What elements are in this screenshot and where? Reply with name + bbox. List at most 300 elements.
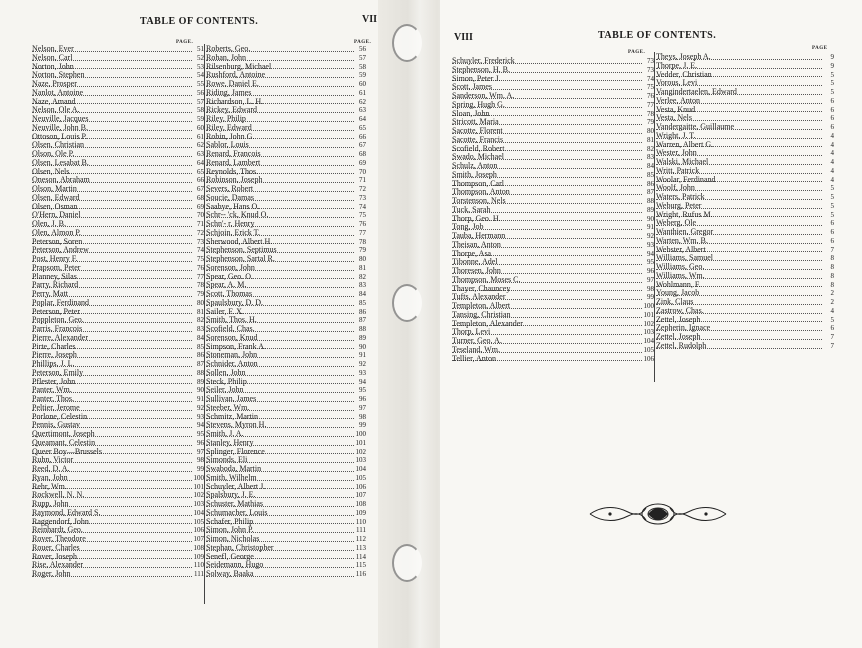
entry-name: Pierre, Joseph [32, 351, 77, 360]
entry-name: Walski, Michael [656, 158, 709, 166]
entry-page-number: 97 [197, 447, 204, 456]
toc-entry [452, 258, 654, 267]
toc-entry [656, 237, 834, 246]
entry-page-number: 69 [197, 202, 204, 211]
toc-entry [32, 299, 204, 308]
entry-page-number: 99 [647, 293, 654, 302]
entry-name: Thompson, Moses C. [452, 275, 521, 284]
entry-page-number: 85 [359, 298, 366, 307]
toc-entry [206, 106, 366, 115]
toc-entry [206, 369, 366, 378]
entry-name: Porlone, Celestin [32, 412, 88, 421]
entry-name: Theys, Joseph A. [656, 53, 711, 61]
entry-page-number: 66 [197, 176, 204, 185]
toc-entry [206, 71, 366, 80]
entry-name: Spear, A. M. [206, 281, 247, 290]
entry-name: Rickey, Edward [206, 106, 258, 115]
toc-entry [32, 238, 204, 247]
toc-entry [206, 115, 366, 124]
toc-entry [32, 386, 204, 395]
entry-page-number: 104 [193, 508, 204, 517]
toc-entry [452, 346, 654, 355]
toc-entry [452, 285, 654, 294]
entry-name: Simpson, Frank A. [206, 342, 267, 351]
toc-entry [206, 413, 366, 422]
toc-entry [656, 176, 834, 185]
entry-name: Sollen, John [206, 368, 246, 377]
entry-page-number: 95 [197, 430, 204, 438]
right-page-title: TABLE OF CONTENTS. [598, 30, 717, 41]
entry-name: Thayer, Chauncey [452, 284, 511, 293]
toc-entry [32, 570, 204, 579]
right-column-divider [654, 52, 655, 382]
entry-page-number: 100 [643, 302, 654, 310]
entry-page-number: 62 [359, 97, 366, 106]
entry-page-number: 90 [359, 342, 366, 351]
toc-entry [656, 281, 834, 290]
right-col2-page-header: PAGE [812, 46, 828, 51]
toc-entry [32, 421, 204, 430]
toc-entry [206, 229, 366, 238]
toc-entry [206, 159, 366, 168]
toc-entry [206, 63, 366, 72]
entry-page-number: 95 [359, 386, 366, 395]
entry-name: Tuck, Sarah [452, 205, 491, 214]
entry-page-number: 101 [355, 438, 366, 447]
entry-page-number: 90 [647, 214, 654, 223]
entry-page-number: 99 [197, 465, 204, 473]
entry-page-number: 96 [647, 267, 654, 275]
toc-entry [32, 526, 204, 535]
toc-entry [206, 518, 366, 527]
toc-entry [206, 465, 366, 474]
entry-page-number: 105 [355, 473, 366, 482]
toc-entry [32, 71, 204, 80]
entry-page-number: 2 [830, 298, 834, 306]
entry-name: Renard, Francois [206, 150, 261, 158]
toc-entry [32, 343, 204, 352]
entry-name: Parry, Richard [32, 281, 79, 290]
entry-name: Williams, Samuel [656, 254, 714, 263]
entry-page-number: 113 [355, 543, 366, 552]
entry-page-number: 78 [647, 109, 654, 118]
toc-entry [452, 145, 654, 154]
entry-page-number: 91 [359, 351, 366, 360]
entry-name: Saabye, Hans O. [206, 202, 260, 211]
entry-page-number: 106 [643, 354, 654, 363]
entry-page-number: 61 [197, 132, 204, 141]
entry-name: Zettel, Joseph [656, 315, 701, 324]
entry-name: Scofield, Chas. [206, 325, 255, 333]
toc-entry [656, 71, 834, 80]
entry-name: Senefl, George [206, 552, 254, 561]
entry-page-number: 58 [197, 106, 204, 115]
right-column-2 [656, 53, 834, 351]
entry-page-number: 56 [197, 88, 204, 97]
entry-name: Vesta, Nels [656, 114, 692, 123]
entry-page-number: 89 [647, 205, 654, 214]
entry-page-number: 7 [830, 245, 834, 254]
entry-name: Reinhardt, Geo. [32, 526, 83, 535]
entry-name: Smith, Wilhelm [206, 473, 257, 482]
toc-entry [32, 474, 204, 483]
toc-entry [32, 194, 204, 203]
toc-entry [656, 123, 834, 132]
toc-entry [206, 386, 366, 395]
entry-name: Thorp, Levi [452, 328, 491, 337]
entry-name: Thoresen, John [452, 267, 501, 275]
entry-name: Schumacher, Louis [206, 508, 268, 517]
entry-page-number: 83 [197, 325, 204, 333]
entry-page-number: 75 [197, 255, 204, 263]
entry-page-number: 6 [830, 228, 834, 236]
toc-entry [32, 535, 204, 544]
entry-page-number: 78 [359, 237, 366, 246]
entry-name: Panter, Thos. [32, 395, 74, 403]
entry-name: Smith, J. A. [206, 430, 244, 438]
entry-page-number: 92 [197, 403, 204, 412]
entry-name: Perry, Matt [32, 290, 68, 298]
entry-page-number: 8 [830, 254, 834, 263]
entry-name: Tellier, Anton [452, 354, 496, 363]
entry-page-number: 79 [647, 118, 654, 127]
toc-entry [656, 62, 834, 71]
toc-entry [206, 544, 366, 553]
entry-name: O'Hern, Daniel [32, 211, 81, 220]
entry-page-number: 109 [355, 508, 366, 517]
entry-page-number: 98 [359, 412, 366, 421]
entry-name: Tauba, Hermann [452, 232, 506, 240]
entry-name: Olen, Almon P. [32, 228, 81, 237]
entry-name: Raymond, Edward S. [32, 508, 101, 517]
entry-name: Rockwell, N. N. [32, 491, 85, 500]
entry-page-number: 100 [193, 473, 204, 482]
entry-name: Rupp, John [32, 500, 69, 508]
entry-page-number: 103 [193, 500, 204, 508]
entry-page-number: 5 [830, 184, 834, 193]
toc-entry [32, 413, 204, 422]
entry-name: Zettel, Joseph [656, 333, 701, 341]
entry-page-number: 76 [197, 263, 204, 272]
entry-name: Scofield, Robert [452, 144, 505, 153]
entry-name: Solway, Baaka [206, 570, 254, 578]
entry-page-number: 103 [355, 456, 366, 465]
entry-page-number: 65 [197, 167, 204, 176]
entry-page-number: 106 [355, 482, 366, 491]
toc-entry [32, 351, 204, 360]
entry-page-number: 109 [193, 552, 204, 561]
entry-name: Templeton, Albert [452, 302, 511, 310]
entry-page-number: 87 [197, 360, 204, 368]
entry-name: Zettel, Rudolph [656, 341, 707, 350]
toc-entry [206, 89, 366, 98]
entry-name: Sablor, Louis [206, 141, 249, 150]
entry-page-number: 63 [197, 150, 204, 158]
entry-name: Simon, John P. [206, 526, 254, 535]
toc-entry [656, 246, 834, 255]
entry-page-number: 58 [359, 62, 366, 71]
entry-name: Schuster, Mathias [206, 500, 264, 508]
toc-entry [206, 98, 366, 107]
toc-entry [452, 337, 654, 346]
binder-hole-left-top [392, 24, 422, 62]
entry-page-number: 102 [193, 491, 204, 500]
entry-page-number: 86 [647, 179, 654, 188]
entry-name: Rehr, Wm. [32, 482, 67, 491]
entry-page-number: 89 [197, 377, 204, 386]
toc-entry [206, 395, 366, 404]
entry-page-number: 67 [359, 141, 366, 150]
toc-entry [452, 92, 654, 101]
entry-page-number: 4 [830, 175, 834, 184]
entry-page-number: 68 [359, 150, 366, 158]
entry-page-number: 81 [359, 263, 366, 272]
entry-name: Prapsom, Peter [32, 263, 81, 272]
toc-entry [656, 114, 834, 123]
left-page-number: VII [362, 14, 378, 25]
entry-page-number: 67 [197, 185, 204, 193]
toc-entry [32, 465, 204, 474]
toc-entry [206, 185, 366, 194]
entry-name: Oneson, Abraham [32, 176, 90, 185]
entry-page-number: 106 [193, 526, 204, 535]
toc-entry [206, 448, 366, 457]
entry-name: Thompson, Anton [452, 188, 510, 197]
toc-entry [32, 63, 204, 72]
toc-entry [32, 106, 204, 115]
toc-entry [206, 290, 366, 299]
entry-name: Swaboda, Martin [206, 465, 262, 473]
left-column-divider [204, 44, 205, 604]
entry-name: Zink, Claus [656, 298, 694, 306]
entry-name: Rohan, John [206, 53, 246, 62]
toc-entry [32, 491, 204, 500]
entry-page-number: 88 [647, 197, 654, 205]
entry-page-number: 100 [355, 430, 366, 438]
toc-entry [32, 80, 204, 89]
left-column-1 [32, 45, 204, 579]
entry-page-number: 96 [359, 395, 366, 403]
entry-page-number: 76 [359, 220, 366, 228]
entry-name: Neuville, Jacques [32, 115, 89, 123]
toc-entry [452, 153, 654, 162]
entry-page-number: 60 [359, 80, 366, 88]
entry-name: Stoneman, John [206, 351, 258, 360]
entry-page-number: 77 [647, 100, 654, 109]
toc-entry [656, 219, 834, 228]
entry-page-number: 79 [359, 246, 366, 255]
entry-name: Thorp, Geo. H. [452, 214, 501, 223]
entry-page-number: 8 [830, 271, 834, 280]
entry-page-number: 93 [197, 412, 204, 421]
toc-entry [452, 267, 654, 276]
entry-page-number: 112 [355, 535, 366, 543]
entry-name: Naze, Prosper [32, 80, 77, 88]
entry-page-number: 74 [647, 74, 654, 83]
entry-page-number: 97 [359, 403, 366, 412]
toc-entry [206, 439, 366, 448]
entry-name: Wanthien, Gregor [656, 228, 714, 236]
toc-entry [452, 328, 654, 337]
toc-entry [32, 141, 204, 150]
toc-entry [656, 88, 834, 97]
entry-name: Olsen, Nels [32, 167, 70, 176]
entry-page-number: 75 [647, 83, 654, 92]
toc-entry [452, 127, 654, 136]
entry-page-number: 77 [197, 272, 204, 281]
toc-entry [32, 439, 204, 448]
entry-page-number: 6 [830, 324, 834, 333]
entry-page-number: 111 [356, 526, 366, 535]
entry-page-number: 107 [193, 535, 204, 543]
toc-entry [32, 89, 204, 98]
toc-entry [206, 351, 366, 360]
entry-page-number: 115 [355, 561, 366, 570]
entry-name: Schnider, Anton [206, 360, 258, 368]
toc-entry [32, 369, 204, 378]
toc-entry [32, 203, 204, 212]
toc-entry [452, 215, 654, 224]
toc-entry [32, 448, 204, 457]
entry-name: Peltier, Jerome [32, 403, 80, 412]
entry-page-number: 84 [647, 162, 654, 170]
entry-name: Stephenson, Septimus [206, 246, 277, 255]
entry-name: Nelson, Ever [32, 45, 74, 53]
entry-page-number: 85 [197, 342, 204, 351]
entry-page-number: 59 [197, 115, 204, 123]
entry-name: Queer Boy—Brussels [32, 447, 102, 456]
entry-page-number: 6 [830, 123, 834, 131]
entry-name: Woolf, John [656, 184, 695, 193]
entry-name: Raggendorf, John [32, 517, 89, 526]
toc-entry [32, 220, 204, 229]
toc-entry [206, 194, 366, 203]
entry-name: Peterson, Andrew [32, 246, 89, 255]
toc-entry [452, 355, 654, 364]
entry-page-number: 5 [830, 193, 834, 201]
toc-entry [32, 316, 204, 325]
entry-name: Queamant, Celestin [32, 438, 96, 447]
entry-page-number: 98 [197, 456, 204, 465]
entry-page-number: 81 [197, 307, 204, 316]
entry-page-number: 55 [197, 80, 204, 88]
toc-entry [206, 203, 366, 212]
toc-entry [206, 491, 366, 500]
toc-entry [206, 281, 366, 290]
entry-name: Sorenson, Knud [206, 333, 258, 342]
entry-name: Olsen, Edward [32, 193, 80, 202]
toc-entry [206, 553, 366, 562]
entry-name: Renard, Lambert [206, 158, 261, 167]
entry-name: Thorpe, J. E. [656, 61, 698, 70]
entry-page-number: 8 [830, 263, 834, 271]
toc-entry [32, 176, 204, 185]
entry-name: Turner, Geo. A. [452, 337, 502, 345]
entry-page-number: 73 [647, 65, 654, 74]
entry-page-number: 8 [830, 280, 834, 289]
entry-name: Sanderson, Wm. A. [452, 92, 515, 100]
toc-entry [452, 250, 654, 259]
toc-entry [452, 101, 654, 110]
toc-entry [452, 206, 654, 215]
toc-entry [32, 273, 204, 282]
entry-page-number: 68 [197, 193, 204, 202]
entry-page-number: 105 [193, 517, 204, 526]
entry-name: Simon, Peter J. [452, 74, 501, 83]
entry-name: Roberts, Geo. [206, 45, 251, 53]
entry-page-number: 73 [359, 193, 366, 202]
toc-entry [656, 79, 834, 88]
entry-page-number: 4 [830, 166, 834, 175]
entry-name: Olsen, Osman [32, 202, 78, 211]
toc-entry [656, 132, 834, 141]
toc-entry [656, 167, 834, 176]
entry-page-number: 4 [830, 158, 834, 166]
toc-entry [656, 307, 834, 316]
decorative-ornament-icon [588, 496, 728, 532]
entry-page-number: 93 [359, 368, 366, 377]
toc-entry [656, 263, 834, 272]
entry-page-number: 102 [355, 447, 366, 456]
entry-name: Tong, Job [452, 223, 484, 232]
entry-name: Nanlot, Antoine [32, 88, 84, 97]
entry-name: Naze, Amand [32, 97, 76, 106]
toc-entry [656, 254, 834, 263]
entry-page-number: 57 [359, 53, 366, 62]
entry-page-number: 77 [359, 228, 366, 237]
entry-name: Scott, James [452, 83, 492, 92]
toc-entry [206, 456, 366, 465]
toc-entry [206, 430, 366, 439]
entry-page-number: 97 [647, 275, 654, 284]
entry-name: Stanley, Henry [206, 438, 254, 447]
entry-name: Swado, Michael [452, 153, 504, 162]
toc-entry [206, 334, 366, 343]
entry-name: Ruhn, Victor [32, 456, 74, 465]
entry-name: Schn'- r, Henry [206, 220, 255, 228]
entry-name: Vangindertaelen, Edward [656, 88, 737, 96]
entry-name: Tufts, Alexander [452, 293, 506, 302]
toc-entry [206, 80, 366, 89]
entry-page-number: 95 [647, 258, 654, 267]
toc-entry [32, 509, 204, 518]
toc-entry [206, 220, 366, 229]
entry-page-number: 79 [197, 290, 204, 298]
entry-page-number: 80 [359, 255, 366, 263]
entry-name: Rover, Theodore [32, 535, 86, 543]
entry-name: Spear, Geo. O. [206, 272, 253, 281]
toc-entry [206, 133, 366, 142]
toc-entry [206, 255, 366, 264]
toc-entry [32, 561, 204, 570]
toc-entry [452, 57, 654, 66]
entry-page-number: 59 [359, 71, 366, 80]
entry-page-number: 92 [647, 232, 654, 240]
entry-name: Sacotte, Florent [452, 127, 503, 135]
entry-name: Thompson, Carl [452, 179, 504, 188]
left-page-title: TABLE OF CONTENTS. [140, 16, 259, 27]
toc-entry [656, 53, 834, 62]
entry-name: Rilsenburg, Michael [206, 62, 272, 71]
toc-entry [32, 483, 204, 492]
entry-name: Writt, Patrick [656, 166, 700, 175]
toc-entry [206, 561, 366, 570]
entry-page-number: 110 [193, 561, 204, 570]
toc-entry [206, 360, 366, 369]
entry-page-number: 64 [359, 115, 366, 123]
entry-page-number: 98 [647, 284, 654, 293]
entry-name: Vandergaitte, Guillaume [656, 123, 735, 131]
